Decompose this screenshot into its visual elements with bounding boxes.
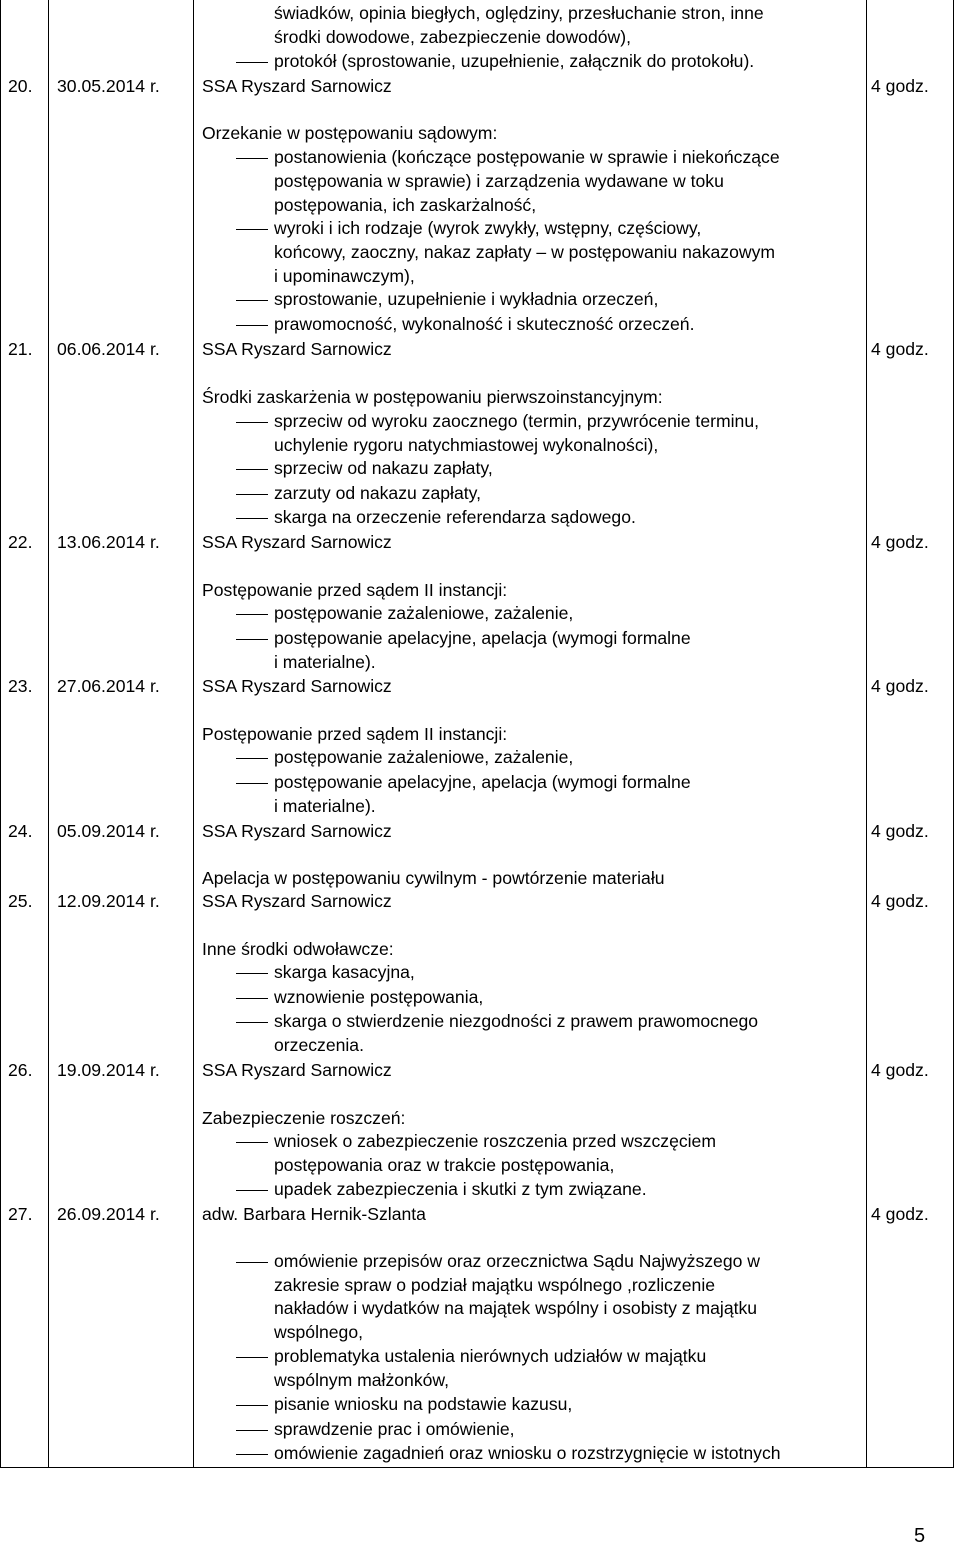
row-27-line-6: pisanie wniosku na podstawie kazusu, xyxy=(274,1394,573,1414)
row-25-line-3: orzeczenia. xyxy=(274,1035,364,1055)
row-26-date: 19.09.2014 r. xyxy=(57,1060,160,1080)
dash-icon xyxy=(236,639,268,640)
row-25-lecturer: SSA Ryszard Sarnowicz xyxy=(202,891,392,911)
row-21-line-0: sprzeciw od wyroku zaocznego (termin, przywrócenie terminu, xyxy=(274,411,759,431)
row-20-number: 20. xyxy=(8,76,33,96)
prev-line-0: świadków, opinia biegłych, oględziny, przesłuchanie stron, inne xyxy=(274,3,764,23)
row-21-topic: Środki zaskarżenia w postępowaniu pierwszoinstancyjnym: xyxy=(202,387,663,407)
row-23-topic: Postępowanie przed sądem II instancji: xyxy=(202,724,508,744)
page-number: 5 xyxy=(914,1525,926,1547)
row-23-date: 27.06.2014 r. xyxy=(57,676,160,696)
row-23-number: 23. xyxy=(8,676,33,696)
row-21-line-1: uchylenie rygoru natychmiastowej wykonalności), xyxy=(274,435,659,455)
table-divider-col3 xyxy=(866,0,867,1468)
table-left-border xyxy=(0,0,1,1468)
row-22-date: 13.06.2014 r. xyxy=(57,532,160,552)
row-23-line-1: postępowanie apelacyjne, apelacja (wymogi formalne xyxy=(274,772,691,792)
row-25-line-2: skarga o stwierdzenie niezgodności z prawem prawomocnego xyxy=(274,1011,759,1031)
dash-icon xyxy=(236,758,268,759)
row-26-number: 26. xyxy=(8,1060,33,1080)
row-20-line-0: postanowienia (kończące postępowanie w sprawie i niekończące xyxy=(274,147,780,167)
row-20-line-5: i upominawczym), xyxy=(274,266,415,286)
row-24-number: 24. xyxy=(8,821,33,841)
row-20-hours: 4 godz. xyxy=(871,76,929,96)
row-26-hours: 4 godz. xyxy=(871,1060,929,1080)
row-22-line-1: postępowanie apelacyjne, apelacja (wymogi formalne xyxy=(274,628,691,648)
row-25-line-0: skarga kasacyjna, xyxy=(274,962,415,982)
row-22-number: 22. xyxy=(8,532,33,552)
row-21-lecturer: SSA Ryszard Sarnowicz xyxy=(202,339,392,359)
dash-icon xyxy=(236,422,268,423)
row-26-topic: Zabezpieczenie roszczeń: xyxy=(202,1108,406,1128)
dash-icon xyxy=(236,1430,268,1431)
row-23-lecturer: SSA Ryszard Sarnowicz xyxy=(202,676,392,696)
row-20-line-4: końcowy, zaoczny, nakaz zapłaty – w postępowaniu nakazowym xyxy=(274,242,776,262)
row-21-line-4: skarga na orzeczenie referendarza sądowego. xyxy=(274,507,636,527)
row-25-topic: Inne środki odwoławcze: xyxy=(202,939,394,959)
row-27-line-8: omówienie zagadnień oraz wniosku o rozstrzygnięcie w istotnych xyxy=(274,1443,781,1463)
row-27-number: 27. xyxy=(8,1204,33,1224)
row-20-line-2: postępowania, ich zaskarżalność, xyxy=(274,195,537,215)
table-divider-col2 xyxy=(193,0,194,1468)
row-25-number: 25. xyxy=(8,891,33,911)
row-25-line-1: wznowienie postępowania, xyxy=(274,987,484,1007)
row-25-hours: 4 godz. xyxy=(871,891,929,911)
row-21-line-3: zarzuty od nakazu zapłaty, xyxy=(274,483,482,503)
dash-icon xyxy=(236,325,268,326)
row-26-line-0: wniosek o zabezpieczenie roszczenia przed wszczęciem xyxy=(274,1131,716,1151)
row-23-line-2: i materialne). xyxy=(274,796,376,816)
row-27-line-0: omówienie przepisów oraz orzecznictwa Sądu Najwyższego w xyxy=(274,1251,760,1271)
dash-icon xyxy=(236,494,268,495)
row-21-date: 06.06.2014 r. xyxy=(57,339,160,359)
row-24-lecturer: SSA Ryszard Sarnowicz xyxy=(202,821,392,841)
row-27-lecturer: adw. Barbara Hernik-Szlanta xyxy=(202,1204,426,1224)
row-23-line-0: postępowanie zażaleniowe, zażalenie, xyxy=(274,747,574,767)
table-divider-col1 xyxy=(48,0,49,1468)
row-23-hours: 4 godz. xyxy=(871,676,929,696)
row-27-hours: 4 godz. xyxy=(871,1204,929,1224)
dash-icon xyxy=(236,973,268,974)
dash-icon xyxy=(236,1262,268,1263)
row-24-hours: 4 godz. xyxy=(871,821,929,841)
row-20-line-6: sprostowanie, uzupełnienie i wykładnia orzeczeń, xyxy=(274,289,659,309)
dash-icon xyxy=(236,229,268,230)
table-bottom-border xyxy=(0,1467,954,1468)
row-27-line-2: nakładów i wydatków na majątek wspólny i osobisty z majątku xyxy=(274,1298,758,1318)
dash-icon xyxy=(236,469,268,470)
dash-icon xyxy=(236,62,268,63)
row-27-line-7: sprawdzenie prac i omówienie, xyxy=(274,1419,515,1439)
row-25-date: 12.09.2014 r. xyxy=(57,891,160,911)
dash-icon xyxy=(236,998,268,999)
row-21-number: 21. xyxy=(8,339,33,359)
row-22-line-2: i materialne). xyxy=(274,652,376,672)
row-22-lecturer: SSA Ryszard Sarnowicz xyxy=(202,532,392,552)
row-24-date: 05.09.2014 r. xyxy=(57,821,160,841)
row-20-line-7: prawomocność, wykonalność i skuteczność orzeczeń. xyxy=(274,314,695,334)
row-21-hours: 4 godz. xyxy=(871,339,929,359)
row-26-line-1: postępowania oraz w trakcie postępowania, xyxy=(274,1155,615,1175)
dash-icon xyxy=(236,1357,268,1358)
row-27-line-4: problematyka ustalenia nierównych udziałów w majątku xyxy=(274,1346,707,1366)
row-26-line-2: upadek zabezpieczenia i skutki z tym związane. xyxy=(274,1179,647,1199)
row-20-line-3: wyroki i ich rodzaje (wyrok zwykły, wstępny, częściowy, xyxy=(274,218,702,238)
row-21-line-2: sprzeciw od nakazu zapłaty, xyxy=(274,458,493,478)
row-20-line-1: postępowania w sprawie) i zarządzenia wydawane w toku xyxy=(274,171,724,191)
table-right-border xyxy=(953,0,954,1468)
dash-icon xyxy=(236,1190,268,1191)
dash-icon xyxy=(236,1454,268,1455)
dash-icon xyxy=(236,300,268,301)
dash-icon xyxy=(236,158,268,159)
row-22-hours: 4 godz. xyxy=(871,532,929,552)
row-24-topic: Apelacja w postępowaniu cywilnym - powtórzenie materiału xyxy=(202,868,665,888)
dash-icon xyxy=(236,1022,268,1023)
prev-line-1: środki dowodowe, zabezpieczenie dowodów), xyxy=(274,27,631,47)
row-22-topic: Postępowanie przed sądem II instancji: xyxy=(202,580,508,600)
row-20-date: 30.05.2014 r. xyxy=(57,76,160,96)
row-27-line-5: wspólnym małżonków, xyxy=(274,1370,450,1390)
dash-icon xyxy=(236,614,268,615)
row-22-line-0: postępowanie zażaleniowe, zażalenie, xyxy=(274,603,574,623)
dash-icon xyxy=(236,1405,268,1406)
row-27-line-1: zakresie spraw o podział majątku wspólnego ,rozliczenie xyxy=(274,1275,716,1295)
row-27-date: 26.09.2014 r. xyxy=(57,1204,160,1224)
row-26-lecturer: SSA Ryszard Sarnowicz xyxy=(202,1060,392,1080)
row-27-line-3: wspólnego, xyxy=(274,1322,364,1342)
dash-icon xyxy=(236,1142,268,1143)
dash-icon xyxy=(236,783,268,784)
prev-line-2: protokół (sprostowanie, uzupełnienie, załącznik do protokołu). xyxy=(274,51,755,71)
row-20-lecturer: SSA Ryszard Sarnowicz xyxy=(202,76,392,96)
row-20-topic: Orzekanie w postępowaniu sądowym: xyxy=(202,123,498,143)
dash-icon xyxy=(236,518,268,519)
